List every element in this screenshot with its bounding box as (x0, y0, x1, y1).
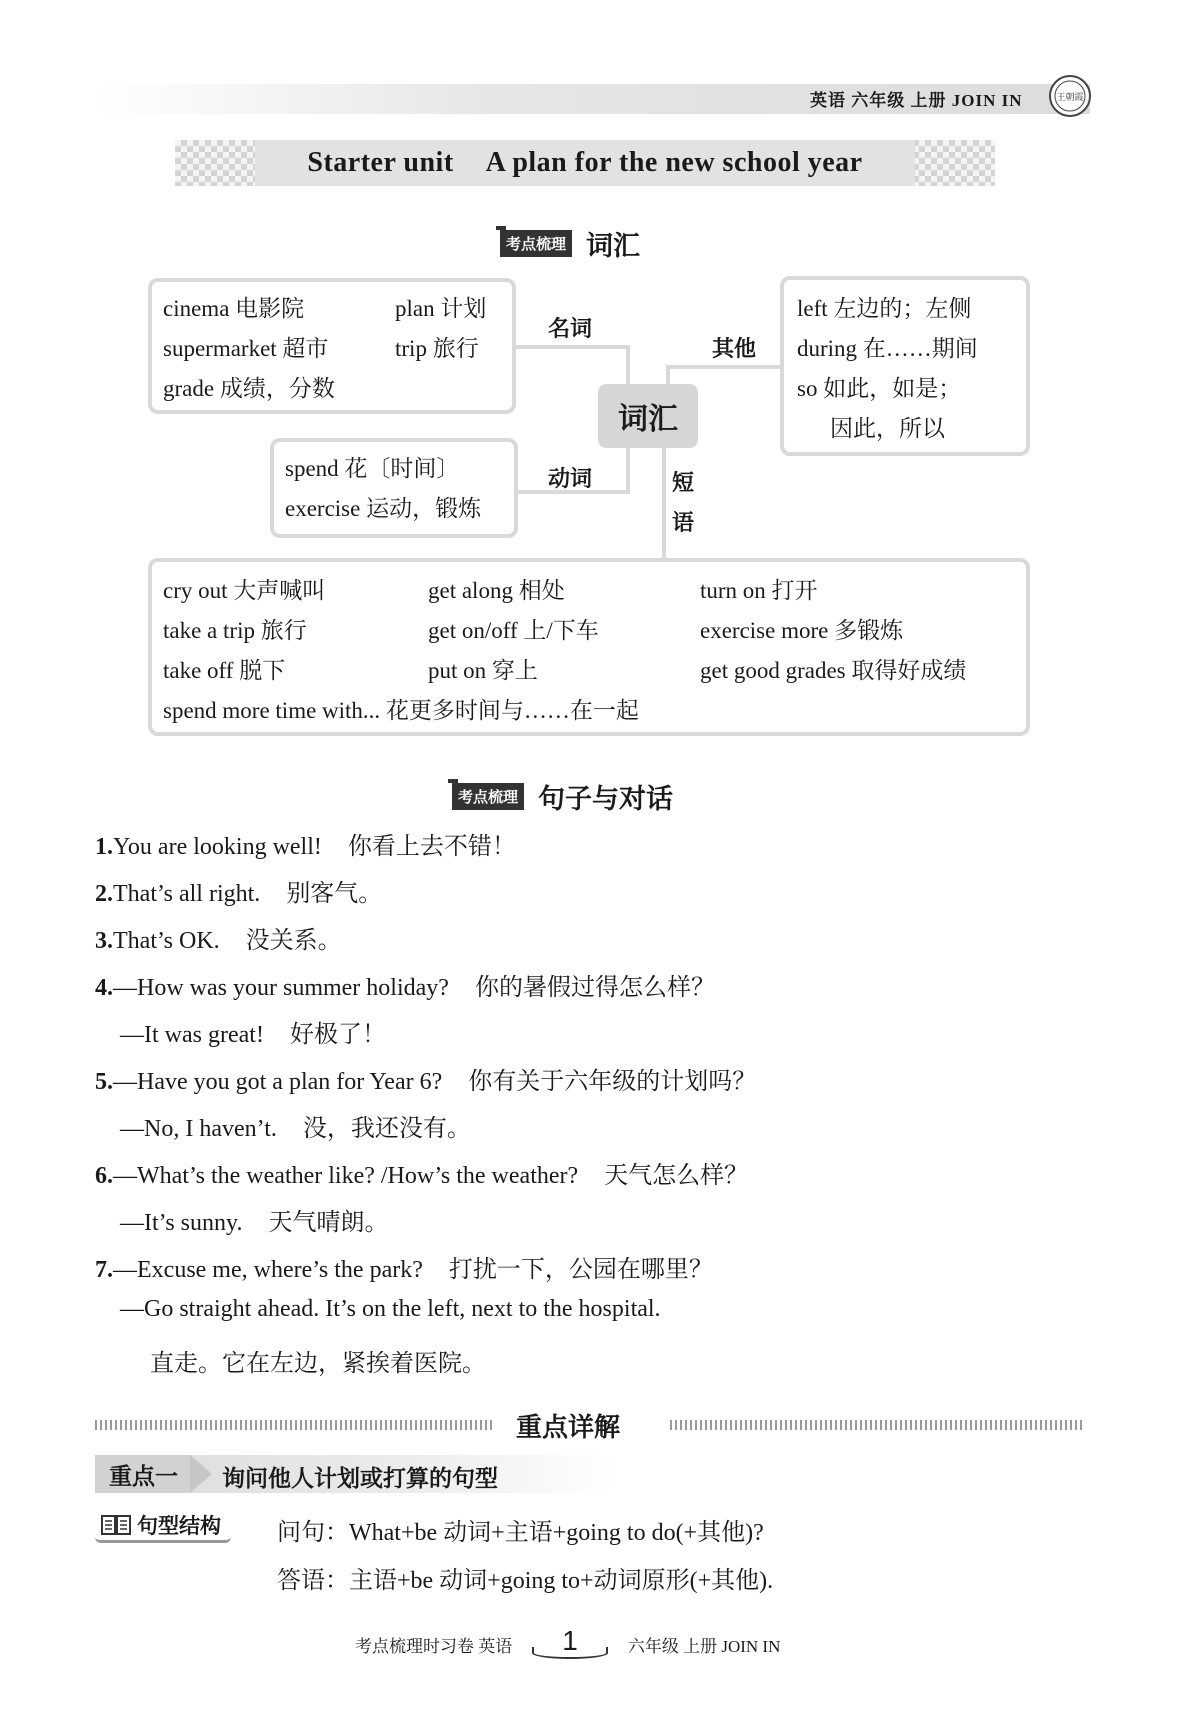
footer (355, 1625, 780, 1657)
verb-spend: spend 花〔时间〕 (285, 456, 460, 481)
other-left: left 左边的；左侧 (797, 296, 972, 321)
publisher-logo-icon (1048, 74, 1092, 118)
sentence-4: 4.—How was your summer holiday? 你的暑假过得怎么样？ (95, 975, 715, 1001)
sentence-tag: 考点梳理 (452, 783, 524, 810)
vocab-title: 词汇 (586, 231, 641, 262)
point-label: 重点一 (95, 1455, 192, 1493)
sentence-3: 3.That’s OK. 没关系。 (95, 928, 342, 954)
structure-tag (95, 1510, 231, 1543)
point-text: 询问他人计划或打算的句型 (222, 1466, 498, 1492)
other-during: during 在……期间 (797, 336, 978, 361)
footer-left: 考点梳理时习卷 英语 (355, 1637, 513, 1656)
sentence-7-reply: —Go straight ahead. It’s on the left, next to the hospital. (120, 1296, 661, 1322)
sentence-5-reply: —No, I haven’t. 没，我还没有。 (120, 1116, 471, 1142)
connector-nouns-v (626, 345, 630, 385)
nouns-label: 名词 (548, 317, 593, 342)
other-so-meaning: 因此，所以 (830, 416, 945, 441)
phrase-item: turn on 打开 (700, 578, 818, 603)
sentence-5: 5.—Have you got a plan for Year 6? 你有关于六年级的计划吗？ (95, 1069, 757, 1095)
book-icon (101, 1514, 131, 1536)
verb-exercise: exercise 运动，锻炼 (285, 496, 482, 521)
noun-cinema: cinema 电影院 (163, 296, 305, 321)
noun-supermarket: supermarket 超市 (163, 336, 329, 361)
phrase-item: cry out 大声喊叫 (163, 578, 326, 603)
other-so: so 如此，如是； (797, 376, 962, 401)
connector-nouns-h (515, 345, 630, 349)
sentence-7: 7.—Excuse me, where’s the park? 打扰一下，公园在哪里？ (95, 1257, 713, 1283)
unit-label: Starter unit (307, 147, 454, 178)
vocab-heading (500, 224, 640, 263)
sentence-2: 2.That’s all right. 别客气。 (95, 881, 383, 907)
divider-left (95, 1420, 495, 1430)
sentence-6-reply: —It’s sunny. 天气晴朗。 (120, 1210, 389, 1236)
verbs-label: 动词 (548, 467, 593, 492)
phrase-item: spend more time with... 花更多时间与……在一起 (163, 698, 639, 723)
header-text: 英语 六年级 上册 JOIN IN (810, 91, 1023, 110)
phrase-item: exercise more 多锻炼 (700, 618, 904, 643)
sentence-4-reply: —It was great! 好极了！ (120, 1022, 386, 1048)
sentence-6: 6.—What’s the weather like? /How’s the weather? 天气怎么样？ (95, 1163, 749, 1189)
sentence-heading (452, 777, 673, 816)
connector-phrases-v (662, 446, 666, 562)
structure-question: 问句：What+be 动词+主语+going to do(+其他)? (277, 1520, 764, 1546)
others-label: 其他 (712, 337, 757, 362)
footer-right: 六年级 上册 JOIN IN (627, 1637, 781, 1656)
mindmap-center: 词汇 (598, 384, 698, 448)
phrase-item: take off 脱下 (163, 658, 286, 683)
sentence-title: 句子与对话 (538, 784, 674, 815)
focus-title: 重点详解 (516, 1413, 621, 1443)
noun-trip: trip 旅行 (395, 336, 479, 361)
phrase-item: get along 相处 (428, 578, 565, 603)
phrase-item: get on/off 上/下车 (428, 618, 599, 643)
phrase-item: take a trip 旅行 (163, 618, 307, 643)
page-number: 1 (532, 1625, 608, 1657)
phrase-item: get good grades 取得好成绩 (700, 658, 967, 683)
noun-grade: grade 成绩，分数 (163, 376, 335, 401)
connector-verbs-v (626, 446, 630, 494)
phrase-item: put on 穿上 (428, 658, 538, 683)
phrases-label-1: 短 (672, 471, 695, 496)
structure-answer: 答语：主语+be 动词+going to+动词原形(+其他). (277, 1568, 774, 1594)
sentence-1: 1.You are looking well! 你看上去不错！ (95, 834, 516, 860)
connector-others-h (666, 365, 781, 369)
noun-plan: plan 计划 (395, 296, 487, 321)
logo-text: 王朝霞 (1056, 93, 1084, 103)
sentence-7-reply-translation: 直走。它在左边，紧挨着医院。 (150, 1351, 486, 1377)
phrases-label-2: 语 (672, 511, 695, 536)
structure-label: 句型结构 (137, 1514, 221, 1538)
divider-right (670, 1420, 1085, 1430)
vocab-tag: 考点梳理 (500, 230, 572, 257)
unit-title (255, 140, 915, 186)
point-arrow-icon (190, 1455, 212, 1493)
unit-name: A plan for the new school year (485, 147, 863, 178)
